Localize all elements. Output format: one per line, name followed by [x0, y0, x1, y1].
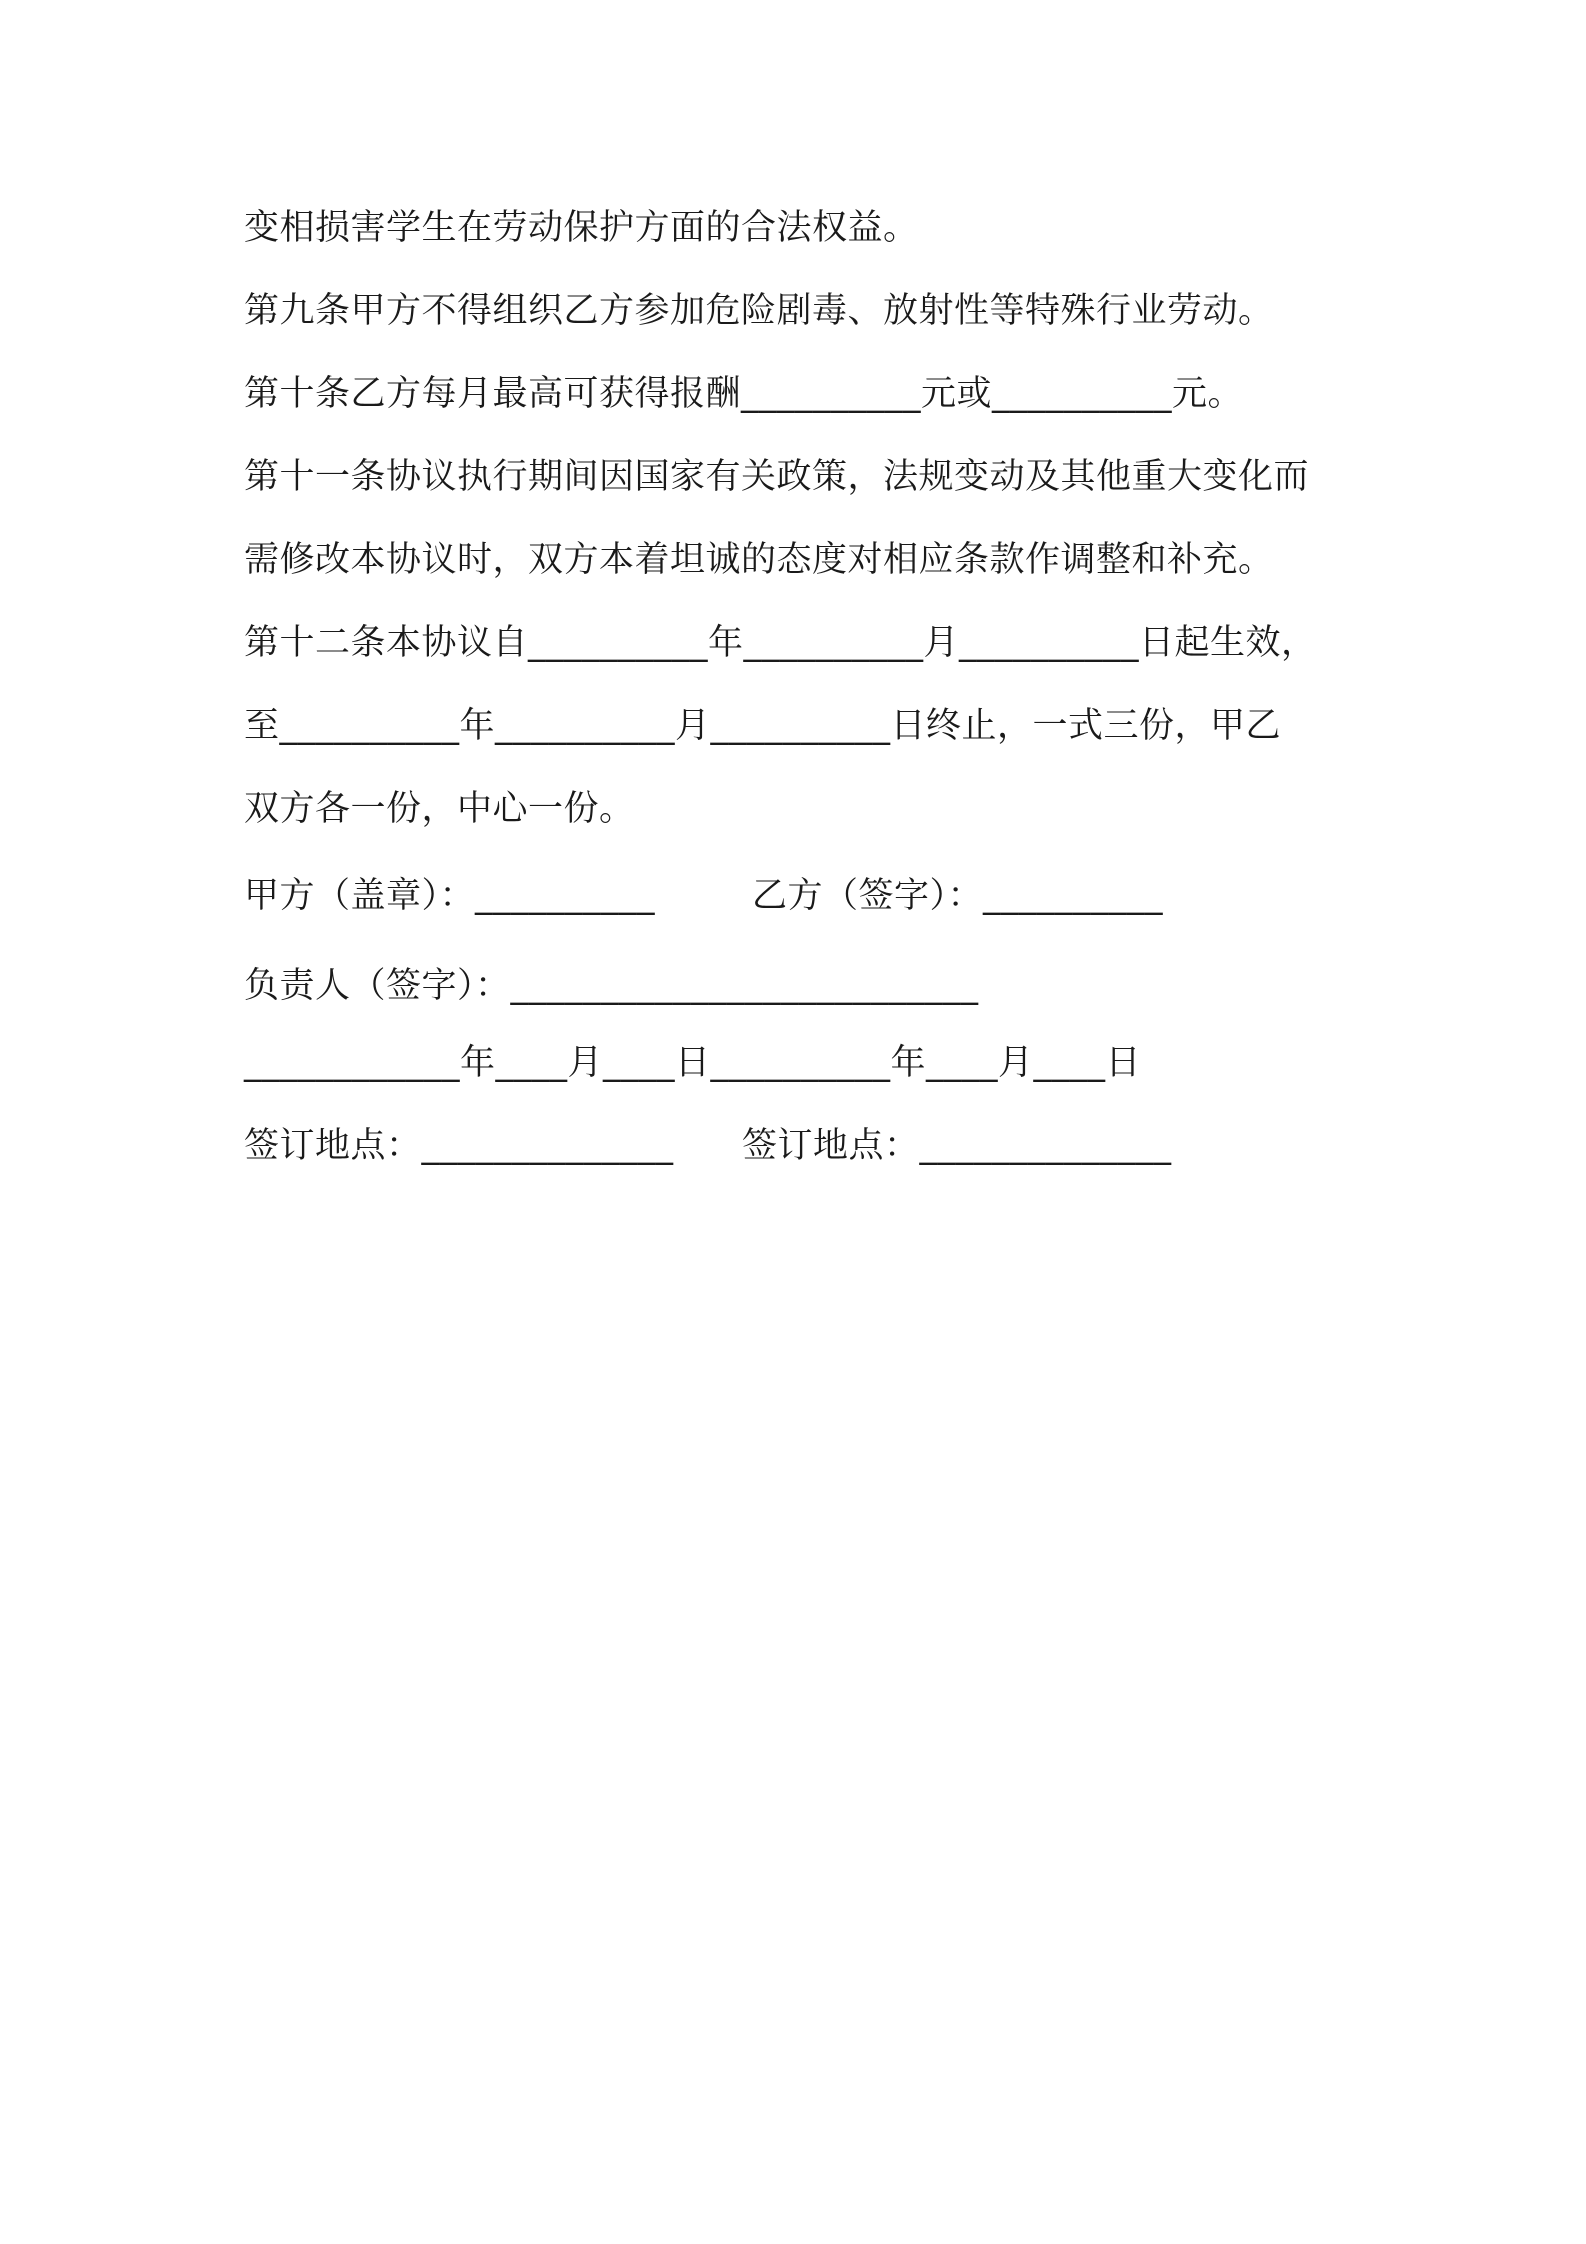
clause-12-line-2: 至__________年__________月__________日终止，一式三份，甲乙: [244, 706, 1282, 746]
clause-9: 第九条甲方不得组织乙方参加危险剧毒、放射性等特殊行业劳动。: [244, 291, 1274, 331]
responsible-signature: 负责人（签字）：__________________________: [244, 966, 979, 1006]
party-a-seal: 甲方（盖章）：__________: [244, 876, 656, 916]
signing-location-b: 签订地点：______________: [742, 1126, 1172, 1166]
clause-12-line-1: 第十二条本协议自__________年__________月__________日起生效，: [244, 623, 1317, 663]
clause-12-line-3: 双方各一份，中心一份。: [244, 789, 635, 829]
clause-10: 第十条乙方每月最高可获得报酬__________元或__________元。: [244, 374, 1244, 414]
signing-location-a: 签订地点：______________: [244, 1126, 674, 1166]
signature-dates: ____________年____月____日__________年____月____日: [244, 1043, 1142, 1083]
clause-11-line-2: 需修改本协议时，双方本着坦诚的态度对相应条款作调整和补充。: [244, 540, 1274, 580]
party-b-signature: 乙方（签字）：__________: [752, 876, 1164, 916]
clause-line: 变相损害学生在劳动保护方面的合法权益。: [244, 208, 919, 248]
clause-11-line-1: 第十一条协议执行期间因国家有关政策，法规变动及其他重大变化而: [244, 457, 1310, 497]
